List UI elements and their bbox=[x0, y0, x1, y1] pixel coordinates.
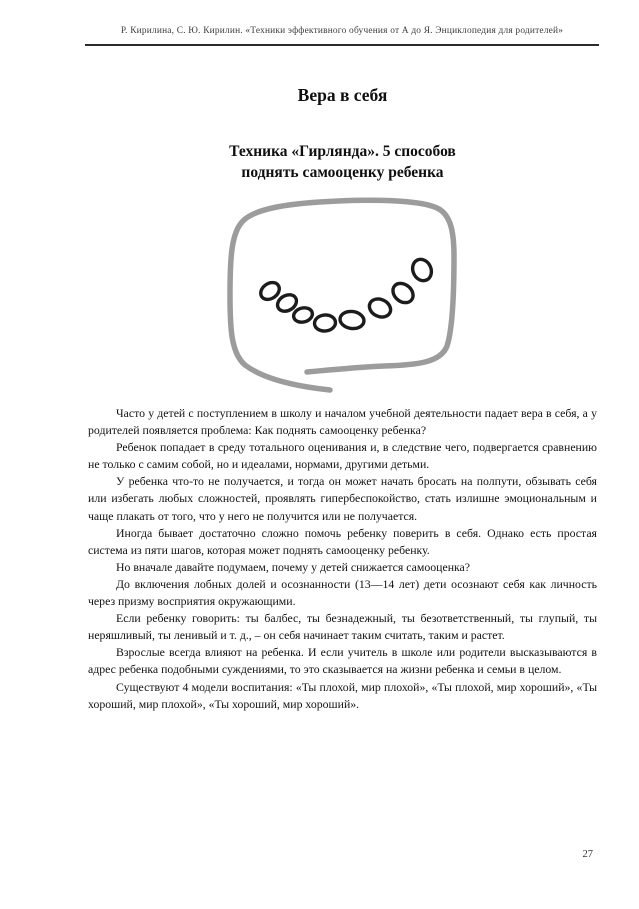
section-title bbox=[88, 141, 597, 183]
chapter-title: Вера в себя bbox=[297, 85, 388, 105]
paragraph: Ребенок попадает в среду тотального оценивания и, в следствие чего, подвергается сравнению не только с самим собой, но и идеалами, нормами, другими детьми. bbox=[88, 440, 597, 472]
garland-figure bbox=[224, 192, 460, 402]
chain-link bbox=[389, 279, 417, 306]
chain-link bbox=[339, 310, 365, 330]
chain-link bbox=[292, 306, 314, 324]
chain-link bbox=[366, 296, 393, 321]
paragraph: Часто у детей с поступлением в школу и началом учебной деятельности падает вера в себя, а у родителей появляется проблема: Как поднять самооценку ребенка? bbox=[88, 406, 597, 438]
garland-chain-illustration bbox=[224, 192, 460, 402]
section-title-line1: Техника «Гирлянда». 5 способов bbox=[229, 143, 456, 160]
running-header: Р. Кирилина, С. Ю. Кирилин. «Техники эффективного обучения от А до Я. Энциклопедия для родителей» bbox=[85, 26, 599, 46]
chain-link bbox=[314, 314, 336, 332]
paragraph: У ребенка что-то не получается, и тогда он может начать бросать на полпути, обзывать себя или избегать любых сложностей, проявлять гипербеспокойство, стать излишне эмоциональным и чаще плакать от того, что у него не получится или не получается. bbox=[88, 474, 597, 523]
paragraph: Если ребенку говорить: ты балбес, ты безнадежный, ты безответственный, ты глупый, ты неряшливый, ты ленивый и т. д., – он себя начинает таким считать, таким и растет. bbox=[88, 611, 597, 643]
page-number: 27 bbox=[582, 849, 593, 860]
paragraph: Иногда бывает достаточно сложно помочь ребенку поверить в себя. Однако есть простая система из пяти шагов, которая может поднять самооценку ребенку. bbox=[88, 525, 597, 557]
paragraph: До включения лобных долей и осознанности (13—14 лет) дети осознают себя как личность через призму восприятия окружающими. bbox=[88, 576, 597, 609]
chain-links bbox=[258, 256, 435, 332]
paragraph: Существуют 4 модели воспитания: «Ты плохой, мир плохой», «Ты плохой, мир хороший», «Ты хороший, мир плохой», «Ты хороший, мир хороший». bbox=[88, 679, 597, 711]
frame-outline bbox=[230, 200, 454, 390]
chain-link bbox=[409, 256, 435, 284]
section-title-line2: поднять самооценку ребенка bbox=[241, 164, 444, 181]
paragraph: Взрослые всегда влияют на ребенка. И если учитель в школе или родители высказываются в адрес ребенка подобными суждениями, то это сказывается на жизни ребенка и семьи в целом. bbox=[88, 645, 597, 677]
paragraph: Но вначале давайте подумаем, почему у детей снижается самооценка? bbox=[116, 559, 471, 574]
body-text bbox=[88, 405, 597, 713]
